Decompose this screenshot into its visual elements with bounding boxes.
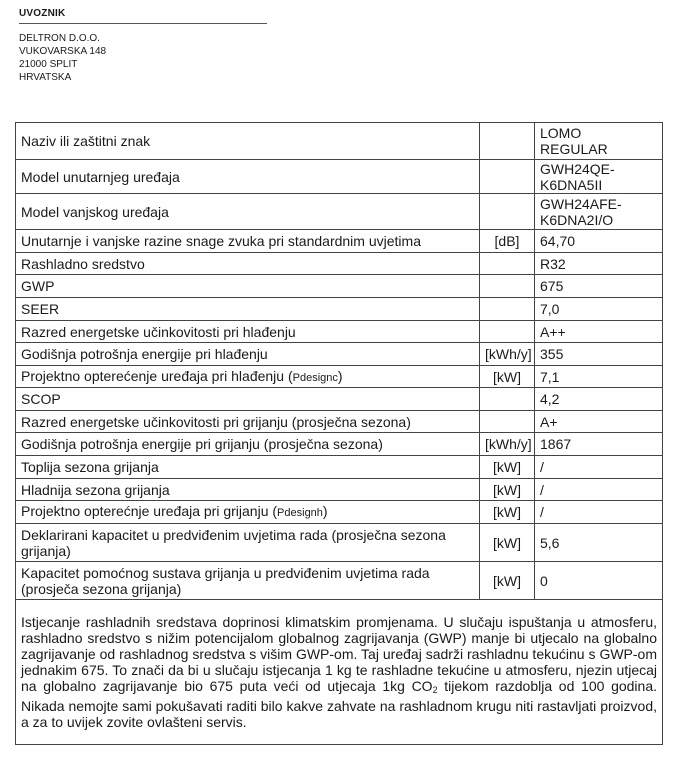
spec-label — [16, 479, 480, 501]
spec-value: 675 — [535, 275, 663, 298]
importer-city: 21000 SPLIT — [19, 59, 78, 70]
spec-label — [16, 411, 480, 433]
spec-label-text: Unutarnje i vanjske razine snage zvuka pri standardnim uvjetima — [21, 233, 421, 249]
spec-row — [16, 456, 663, 479]
spec-row — [16, 321, 663, 343]
spec-unit — [480, 388, 535, 411]
spec-row — [16, 366, 663, 388]
spec-label-symbol: Pdesignh — [277, 507, 323, 519]
spec-label-text: Projektno opterećnje uređaja pri grijanju ( — [21, 503, 278, 519]
importer-address — [19, 32, 267, 84]
spec-label-text: Razred energetske učinkovitosti pri grijanju (prosječna sezona) — [21, 413, 411, 430]
spec-row — [16, 524, 663, 562]
spec-label-tail: ) — [337, 367, 343, 384]
spec-row — [16, 123, 663, 160]
spec-row — [16, 230, 663, 253]
spec-row — [16, 433, 663, 456]
spec-row — [16, 194, 663, 230]
spec-label — [16, 562, 480, 600]
refrigerant-note — [16, 600, 663, 745]
spec-row — [16, 298, 663, 321]
spec-unit — [480, 123, 535, 160]
spec-label — [16, 253, 480, 275]
spec-row — [16, 562, 663, 600]
spec-value: 7,0 — [535, 298, 663, 321]
spec-row — [16, 160, 663, 194]
spec-label-text: GWP — [21, 278, 55, 294]
spec-label — [16, 194, 480, 230]
spec-label-text: Godišnja potrošnja energije pri hlađenju — [21, 346, 268, 362]
spec-label-text: Model unutarnjeg uređaja — [21, 168, 180, 185]
spec-row — [16, 411, 663, 433]
spec-unit — [480, 160, 535, 194]
spec-label-text: Deklarirani kapacitet u predviđenim uvjetima rada (prosječna sezona grijanja) — [21, 526, 446, 559]
spec-unit: [kW] — [480, 479, 535, 501]
importer-company: DELTRON D.O.O. — [19, 33, 100, 44]
spec-unit: [kWh/y] — [480, 433, 535, 456]
spec-row — [16, 388, 663, 411]
spec-label-text: Naziv ili zaštitni znak — [21, 133, 151, 149]
spec-label — [16, 524, 480, 562]
spec-row — [16, 343, 663, 366]
spec-row — [16, 501, 663, 524]
spec-label — [16, 160, 480, 194]
spec-label-text: Razred energetske učinkovitosti pri hlađenju — [21, 323, 296, 340]
spec-label — [16, 123, 480, 160]
importer-title: UVOZNIK — [19, 8, 267, 24]
spec-value: A+ — [535, 411, 663, 433]
spec-value: GWH24AFE- K6DNA2I/O — [535, 194, 663, 230]
spec-value: 0 — [535, 562, 663, 600]
spec-label-text: Projektno opterećenje uređaja pri hlađenju ( — [21, 367, 293, 384]
spec-label — [16, 275, 480, 298]
spec-label-text: Kapacitet pomoćnog sustava grijanja u predviđenim uvjetima rada (prosječa sezona grijanja) — [21, 564, 430, 597]
note-row — [16, 600, 663, 745]
spec-label — [16, 321, 480, 343]
spec-label — [16, 501, 480, 524]
spec-value: / — [535, 501, 663, 524]
spec-row — [16, 479, 663, 501]
spec-label — [16, 388, 480, 411]
spec-unit: [kW] — [480, 562, 535, 600]
spec-value: R32 — [535, 253, 663, 275]
spec-value: 5,6 — [535, 524, 663, 562]
note-subscript: 2 — [432, 685, 438, 695]
spec-unit: [kW] — [480, 501, 535, 524]
spec-unit — [480, 321, 535, 343]
spec-label-text: SEER — [21, 301, 60, 317]
spec-unit: [dB] — [480, 230, 535, 253]
spec-value: 355 — [535, 343, 663, 366]
spec-value: / — [535, 456, 663, 479]
importer-street: VUKOVARSKA 148 — [19, 46, 107, 57]
spec-value: 64,70 — [535, 230, 663, 253]
spec-label-tail: ) — [322, 503, 328, 519]
importer-country: HRVATSKA — [19, 72, 72, 83]
spec-label-symbol: Pdesignc — [292, 371, 338, 384]
spec-value: / — [535, 479, 663, 501]
importer-block — [19, 8, 267, 84]
spec-value: GWH24QE- K6DNA5II — [535, 160, 663, 194]
spec-unit: [kW] — [480, 524, 535, 562]
spec-table — [15, 122, 663, 745]
spec-label — [16, 230, 480, 253]
note-section — [16, 600, 663, 745]
note-text-after: tijekom razdoblja od 100 godina. Nikada nemojte sami pokušavati raditi bilo kakve zahvate na rashladnom krugu niti rastavljati proizvod, a za to uvijek zovite ovlašteni servis. — [21, 678, 657, 730]
spec-unit — [480, 194, 535, 230]
spec-label — [16, 298, 480, 321]
spec-label-text: Hladnija sezona grijanja — [21, 481, 170, 498]
spec-label — [16, 456, 480, 479]
spec-row — [16, 253, 663, 275]
spec-unit — [480, 298, 535, 321]
spec-label — [16, 343, 480, 366]
spec-value: A++ — [535, 321, 663, 343]
spec-label — [16, 433, 480, 456]
spec-table-body — [16, 123, 663, 600]
spec-label — [16, 366, 480, 388]
spec-unit: [kWh/y] — [480, 343, 535, 366]
spec-row — [16, 275, 663, 298]
spec-unit — [480, 275, 535, 298]
note-text-before: Istjecanje rashladnih sredstava doprinosi klimatskim promjenama. U slučaju ispuštanja u atmosferu, rashladno sredstvo s nižim potencijalom globalnog zagrijavanja (GWP) manje bi utjecalo na globalno zagrijavanje od rashladnog sredstva s višim GWP-om. Taj uređaj sadrži rashladnu tekućinu s GWP-om jednakim 675. To znači da bi u slučaju istjecanja 1 kg te rashladne tekućine u atmosferu, njezin utjecaj na globalno zagrijavanje bio 675 puta veći od utjecaja 1kg CO — [21, 614, 657, 694]
spec-value: 4,2 — [535, 388, 663, 411]
spec-label-text: Toplija sezona grijanja — [21, 459, 159, 475]
spec-label-text: Rashladno sredstvo — [21, 255, 145, 272]
spec-unit — [480, 411, 535, 433]
spec-unit: [kW] — [480, 366, 535, 388]
spec-unit: [kW] — [480, 456, 535, 479]
spec-value: 1867 — [535, 433, 663, 456]
spec-label-text: Godišnja potrošnja energije pri grijanju (prosječna sezona) — [21, 436, 383, 452]
spec-value: 7,1 — [535, 366, 663, 388]
spec-label-text: Model vanjskog uređaja — [21, 203, 169, 220]
spec-label-text: SCOP — [21, 391, 61, 407]
spec-value: LOMO REGULAR — [535, 123, 663, 160]
spec-unit — [480, 253, 535, 275]
